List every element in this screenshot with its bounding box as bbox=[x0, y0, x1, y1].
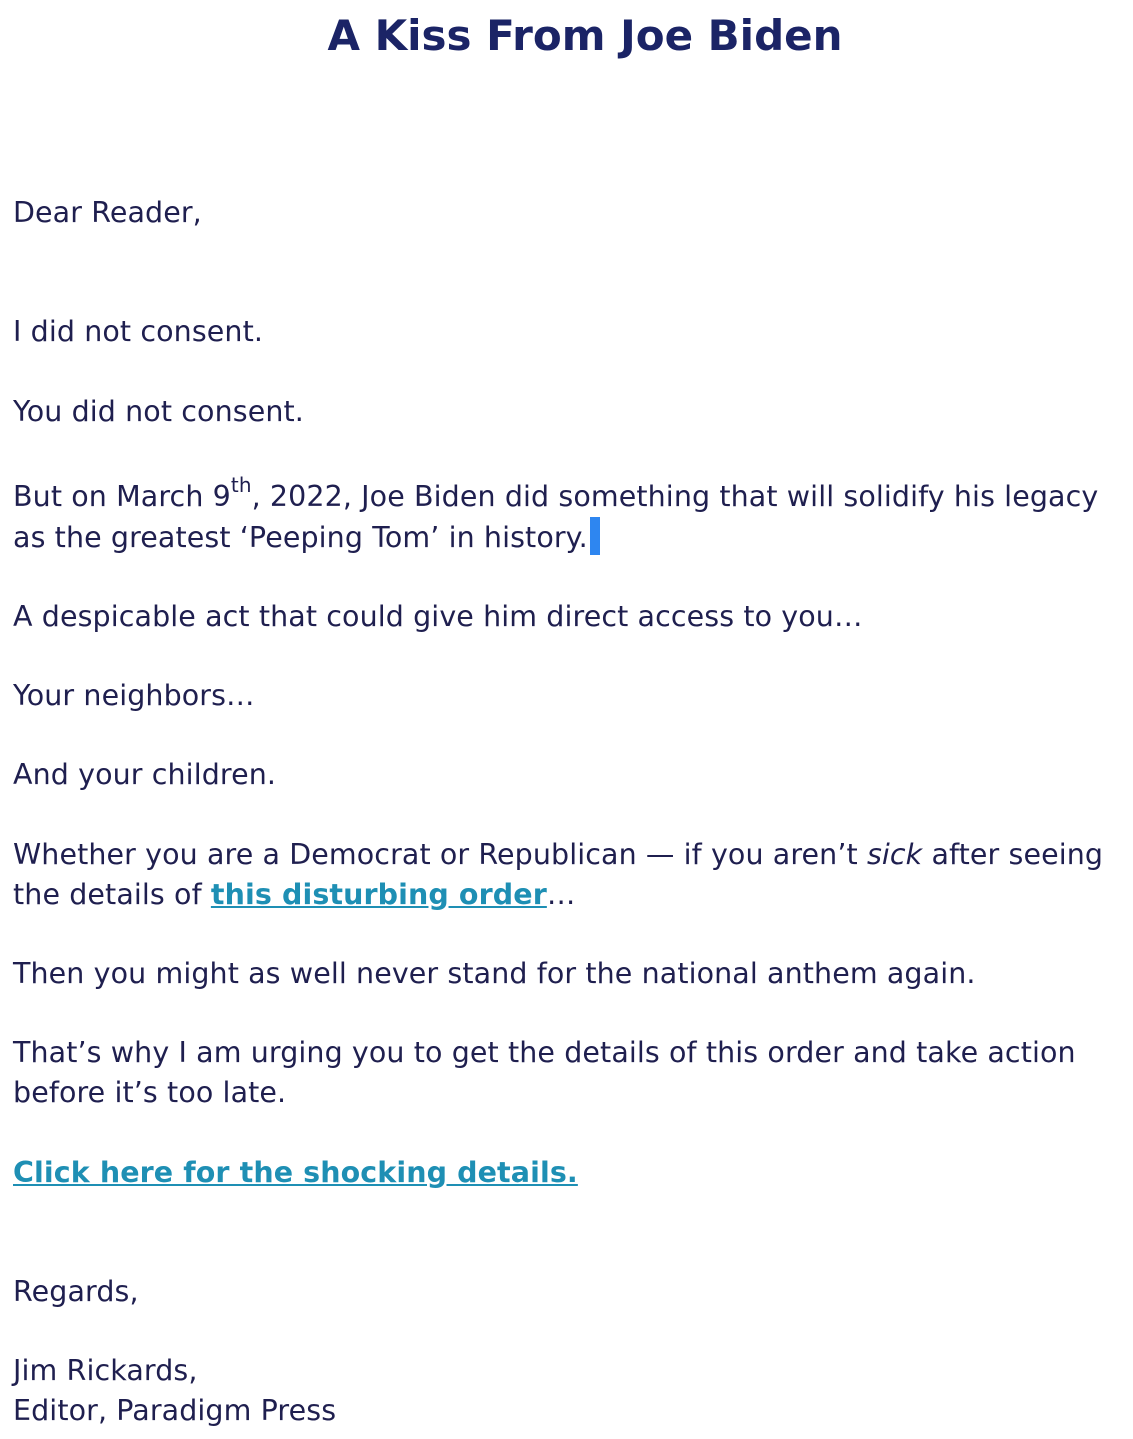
paragraph-1: I did not consent. bbox=[13, 315, 264, 348]
paragraph-7-start: Whether you are a Democrat or Republican — if you aren’t bbox=[13, 838, 867, 871]
paragraph-7 bbox=[13, 835, 1123, 915]
cta-paragraph bbox=[13, 1153, 1123, 1193]
signoff-role: Editor, Paradigm Press bbox=[13, 1394, 337, 1427]
signoff-regards: Regards, bbox=[13, 1275, 139, 1308]
paragraph-3 bbox=[13, 473, 1123, 558]
text-cursor bbox=[590, 517, 600, 555]
paragraph-3-end: , 2022, Joe Biden did something that will solidify his legacy as the greatest ‘Peeping Tom’ in history. bbox=[13, 480, 1099, 554]
disturbing-order-link[interactable]: this disturbing order bbox=[210, 878, 547, 911]
paragraph-5: Your neighbors… bbox=[13, 679, 255, 712]
paragraph-6: And your children. bbox=[13, 758, 277, 791]
paragraph-9: That’s why I am urging you to get the details of this order and take action before it’s too late. bbox=[13, 1036, 1076, 1109]
greeting: Dear Reader, bbox=[13, 196, 202, 229]
page-title: A Kiss From Joe Biden bbox=[327, 11, 843, 60]
paragraph-7-middle: after seeing the details of bbox=[13, 838, 1104, 911]
paragraph-8: Then you might as well never stand for the national anthem again. bbox=[13, 957, 976, 990]
shocking-details-link[interactable]: Click here for the shocking details. bbox=[13, 1156, 578, 1189]
emphasis-sick: sick bbox=[866, 838, 923, 871]
ordinal-suffix: th bbox=[230, 473, 252, 497]
paragraph-4: A despicable act that could give him direct access to you… bbox=[13, 600, 863, 633]
paragraph-7-end: … bbox=[546, 878, 576, 911]
paragraph-2: You did not consent. bbox=[13, 395, 304, 428]
signoff-name: Jim Rickards, bbox=[13, 1354, 198, 1387]
paragraph-3-start: But on March 9 bbox=[13, 480, 231, 513]
